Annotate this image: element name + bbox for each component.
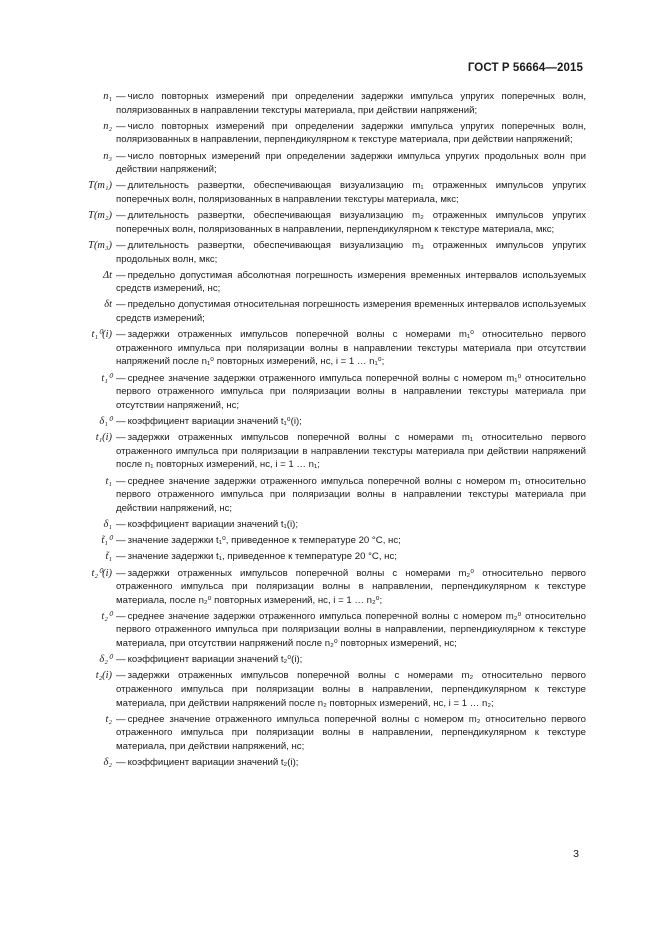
definition-symbol: t₁⁰(i) (91, 329, 112, 341)
definition-item (60, 567, 586, 608)
definition-item (60, 269, 586, 296)
definition-item (60, 179, 586, 206)
definition-text: — значение задержки t₁, приведенное к температуре 20 °С, нс; (116, 551, 397, 563)
definition-text: — среднее значение задержки отраженного импульса поперечной волны с номером m₁ относительно первого отраженного импульса при поляризации волны в направлении текстуры материала при действии напряжений, нс; (116, 475, 586, 514)
definition-item (60, 518, 586, 532)
definition-item (60, 610, 586, 651)
document-header: ГОСТ Р 56664—2015 (467, 62, 583, 74)
definition-item (60, 431, 586, 472)
definition-text: — коэффициент вариации значений t₁⁰(i); (116, 416, 302, 427)
definition-symbol: Δt (103, 269, 112, 281)
definition-text: — среднее значение задержки отраженного импульса поперечной волны с номером m₁⁰ относительно первого отраженного импульса при поляризации волны в направлении текстуры материала при отсутствии напряжений, нс; (116, 372, 586, 411)
definition-item (60, 669, 586, 710)
definition-symbol: δ₂⁰ (99, 654, 112, 666)
definition-item (60, 475, 586, 516)
definition-item (60, 415, 586, 429)
definition-item (60, 120, 586, 147)
definition-symbol: n₁ (103, 91, 112, 102)
definition-text: — длительность развертки, обеспечивающая визуализацию m₂ отраженных импульсов упругих поперечных волн, поляризованных в направлении, перпендикулярном к текстуре материала, мкс; (116, 210, 586, 235)
definition-item (60, 150, 586, 177)
definition-symbol: T(m₁) (88, 180, 112, 192)
definition-symbol: δ₁ (103, 518, 112, 530)
definition-symbol: t₂(i) (95, 670, 112, 682)
definition-text: — число повторных измерений при определении задержки импульса упругих поперечных волн, поляризованных в направлении, перпендикулярном к текстуре материала, при действии напряжений; (116, 120, 586, 146)
definition-symbol: t₂⁰(i) (91, 567, 112, 579)
definition-text: — предельно допустимая абсолютная погрешность измерения временных интервалов используемых средств измерений, нс; (116, 269, 586, 295)
definition-text: — среднее значение задержки отраженного импульса поперечной волны с номером m₂⁰ относительно первого отраженного импульса при поляризации волны в направлении, перпендикулярном к текстуре материала, при отсутствии напряжений после n₂⁰ повторных измерений, нс; (116, 610, 586, 650)
definition-item (60, 328, 586, 369)
definition-symbol: n₂ (103, 120, 112, 132)
definition-symbol: t̃₁⁰ (101, 535, 112, 547)
definition-text: — среднее значение отраженного импульса поперечной волны с номером m₂ относительно первого отраженного импульса при поляризации волны в направлении, перпендикулярном к текстуре материала, при действии напряжений, нс; (116, 713, 586, 752)
definition-text: — коэффициент вариации значений t₂(i); (116, 757, 299, 769)
definition-text: — длительность развертки, обеспечивающая визуализацию m₃ отраженных импульсов упругих продольных волн, мкс; (116, 239, 586, 265)
definition-symbol: δ₁⁰ (99, 416, 112, 427)
definition-text: — коэффициент вариации значений t₁(i); (116, 518, 298, 530)
definition-text: — длительность развертки, обеспечивающая визуализацию m₁ отраженных импульсов упругих поперечных волн, поляризованных в направлении текстуры материала, мкс; (116, 180, 586, 205)
definition-item (60, 550, 586, 564)
definition-item (60, 298, 586, 325)
definition-text: — значение задержки t₁⁰, приведенное к температуре 20 °С, нс; (116, 535, 401, 547)
definition-item (60, 239, 586, 266)
page-number: 3 (573, 848, 579, 860)
definition-item (60, 209, 586, 236)
definitions-list (60, 90, 586, 772)
definition-text: — число повторных измерений при определении задержки импульса упругих поперечных волн, поляризованных в направлении текстуры материала, при действии напряжений; (116, 91, 586, 116)
definition-item (60, 756, 586, 770)
definition-symbol: t₂⁰ (101, 610, 112, 622)
definition-text: — задержки отраженных импульсов поперечной волны с номерами m₁ относительно первого отраженного импульса при поляризации в направлении текстуры материала при действии напряжений после n₁ повторных измерений, нс, i = 1 … n₁; (116, 432, 586, 471)
definition-symbol: δ₂ (103, 757, 112, 769)
definition-text: — число повторных измерений при определении задержки импульса упругих продольных волн при действии напряжений; (116, 150, 586, 176)
definition-item (60, 90, 586, 117)
definition-text: — задержки отраженных импульсов поперечной волны с номерами m₂ относительно первого отраженного импульса при поляризации волны в направлении, перпендикулярном к текстуре материала, при действии напряжений после n₂ повторных измерений, нс, i = 1 … n₂; (116, 670, 586, 709)
definition-symbol: T(m₂) (88, 210, 112, 222)
definition-text: — задержки отраженных импульсов поперечной волны с номерами m₂⁰ относительно первого отраженного импульса при поляризации волны в направлении, перпендикулярном к текстуре материала, после n₂⁰ повторных измерений, нс, i = 1 … n₂⁰; (116, 567, 586, 606)
definition-item (60, 372, 586, 413)
definition-symbol: t̃₁ (105, 551, 112, 563)
definition-item (60, 713, 586, 754)
definition-symbol: δt (104, 299, 112, 311)
definition-symbol: t₁(i) (95, 432, 112, 444)
definition-item (60, 653, 586, 667)
definition-symbol: t₁⁰ (101, 372, 112, 384)
definition-symbol: t₁ (105, 475, 112, 487)
definition-symbol: T(m₃) (88, 239, 112, 251)
definition-text: — задержки отраженных импульсов поперечной волны с номерами m₁⁰ относительно первого отраженного импульса при поляризации волны в направлении текстуры материала при отсутствии напряжений после n₁⁰ повторных измерений, нс, i = 1 … n₁⁰; (116, 329, 586, 368)
definition-symbol: n₃ (103, 150, 112, 162)
definition-text: — коэффициент вариации значений t₂⁰(i); (116, 654, 303, 666)
definition-text: — предельно допустимая относительная погрешность измерения временных интервалов используемых средств измерений; (116, 299, 586, 325)
definition-symbol: t₂ (105, 713, 112, 725)
definition-item (60, 534, 586, 548)
